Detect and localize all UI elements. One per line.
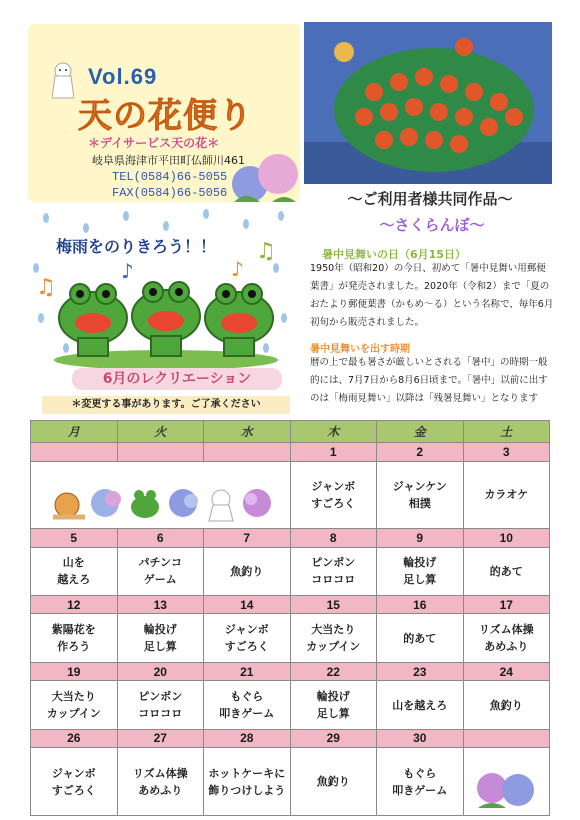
weekday-thu: 木	[290, 421, 377, 443]
date-cell	[204, 443, 291, 461]
date-cell: 21	[204, 663, 291, 681]
date-cell: 24	[463, 663, 550, 681]
date-cell: 20	[117, 663, 204, 681]
date-cell: 5	[31, 529, 118, 547]
svg-text:♫: ♫	[36, 275, 56, 300]
date-cell: 1	[290, 443, 377, 461]
activity-cell: 紫陽花を 作ろう	[31, 614, 118, 663]
activity-cell: ホットケーキに 飾りつけしよう	[204, 748, 291, 816]
svg-text:♪: ♪	[231, 257, 244, 281]
decoration-cell	[463, 748, 550, 816]
weekday-tue: 火	[117, 421, 204, 443]
activity-cell: リズム体操 あめふり	[463, 614, 550, 663]
date-cell: 15	[290, 596, 377, 614]
date-cell: 9	[377, 529, 464, 547]
date-cell: 30	[377, 729, 464, 747]
change-notice: ＊変更する事があります。ご了承ください	[42, 396, 290, 414]
weekday-header-row	[31, 421, 550, 443]
date-cell: 16	[377, 596, 464, 614]
activity-cell: 輪投げ 足し算	[377, 547, 464, 596]
fax-number: FAX(0584)66-5056	[112, 186, 228, 200]
date-row	[31, 596, 550, 614]
date-cell: 22	[290, 663, 377, 681]
activity-row	[31, 614, 550, 663]
activity-cell: 輪投げ 足し算	[290, 681, 377, 730]
snail-hydrangea-frog-decoration	[45, 479, 275, 523]
weekday-mon: 月	[31, 421, 118, 443]
activity-row	[31, 748, 550, 816]
artwork-title: ～ご利用者様共同作品～	[347, 190, 513, 208]
rainy-season-slogan: 梅雨をのりきろう！！	[56, 237, 217, 256]
article-heading: 暑中見舞いの日（6月15日）	[322, 248, 466, 261]
volume-number: Vol.69	[88, 64, 158, 89]
date-row	[31, 529, 550, 547]
svg-text:♫: ♫	[256, 239, 276, 264]
artwork-photo	[304, 22, 552, 184]
date-row	[31, 663, 550, 681]
activity-cell: 的あて	[463, 547, 550, 596]
date-cell: 29	[290, 729, 377, 747]
weekday-fri: 金	[377, 421, 464, 443]
facility-name: ＊デイサービス天の花＊	[88, 136, 220, 150]
activity-cell: 大当たり カップイン	[31, 681, 118, 730]
activity-cell: 山を越えろ	[377, 681, 464, 730]
activity-cell: カラオケ	[463, 461, 550, 529]
activity-cell: 魚釣り	[290, 748, 377, 816]
activity-row	[31, 681, 550, 730]
artwork-name: ～さくらんぼ～	[379, 216, 485, 234]
activity-cell: ピンポン コロコロ	[290, 547, 377, 596]
date-cell	[463, 729, 550, 747]
activity-cell: ジャンケン 相撲	[377, 461, 464, 529]
activity-row	[31, 461, 550, 529]
activity-cell: もぐら 叩きゲーム	[377, 748, 464, 816]
date-cell: 14	[204, 596, 291, 614]
date-cell: 2	[377, 443, 464, 461]
activity-cell: 輪投げ 足し算	[117, 614, 204, 663]
activity-cell: 魚釣り	[204, 547, 291, 596]
tel-number: TEL(0584)66-5055	[112, 170, 228, 184]
activity-row	[31, 547, 550, 596]
date-row	[31, 443, 550, 461]
weekday-wed: 水	[204, 421, 291, 443]
date-cell: 6	[117, 529, 204, 547]
date-cell	[117, 443, 204, 461]
activity-cell: 的あて	[377, 614, 464, 663]
recreation-title: 6月のレクリエーション	[72, 368, 282, 390]
svg-text:♪: ♪	[121, 259, 134, 283]
activity-cell: ジャンボ すごろく	[290, 461, 377, 529]
recreation-calendar	[30, 420, 550, 816]
header-box	[28, 24, 300, 202]
date-cell: 26	[31, 729, 118, 747]
newsletter-page	[12, 10, 568, 810]
article-paragraph-1: 1950年（昭和20）の今日、初めて「暑中見舞い用郵便葉書」が発売されました。2020年（令和2）まで「夏のおたより郵便葉書（かもめ～る）という名称で、毎年6月初旬から販売されました。	[310, 263, 554, 328]
date-cell: 27	[117, 729, 204, 747]
hydrangea-icon	[226, 146, 300, 202]
hydrangea-icon	[468, 766, 544, 810]
date-cell: 7	[204, 529, 291, 547]
activity-cell: パチンコ ゲーム	[117, 547, 204, 596]
date-cell: 10	[463, 529, 550, 547]
date-cell: 8	[290, 529, 377, 547]
article-paragraph-2: 暦の上で最も暑さが厳しいとされる「暑中」の時期一般的には、7月7日から8月6日頃まで。「暑中」以前に出すのは「梅雨見舞い」以降は「残暑見舞い」となります	[310, 357, 548, 404]
date-cell: 28	[204, 729, 291, 747]
teru-teru-bozu-icon	[52, 62, 74, 102]
frog-trio-icon	[48, 268, 284, 368]
date-cell: 13	[117, 596, 204, 614]
weekday-sat: 土	[463, 421, 550, 443]
date-cell	[31, 443, 118, 461]
activity-cell: ジャンボ すごろく	[31, 748, 118, 816]
date-cell: 12	[31, 596, 118, 614]
activity-cell: 大当たり カップイン	[290, 614, 377, 663]
article-subheading: 暑中見舞いを出す時期	[310, 344, 410, 355]
address: 岐阜県海津市平田町仏師川461	[92, 154, 245, 167]
activity-cell: 魚釣り	[463, 681, 550, 730]
date-row	[31, 729, 550, 747]
activity-cell: ジャンボ すごろく	[204, 614, 291, 663]
decoration-cell	[31, 461, 291, 529]
date-cell: 3	[463, 443, 550, 461]
date-cell: 17	[463, 596, 550, 614]
date-cell: 23	[377, 663, 464, 681]
activity-cell: もぐら 叩きゲーム	[204, 681, 291, 730]
activity-cell: 山を 越えろ	[31, 547, 118, 596]
newsletter-title: 天の花便り	[78, 96, 253, 136]
activity-cell: ピンポン コロコロ	[117, 681, 204, 730]
date-cell: 19	[31, 663, 118, 681]
activity-cell: リズム体操 あめふり	[117, 748, 204, 816]
